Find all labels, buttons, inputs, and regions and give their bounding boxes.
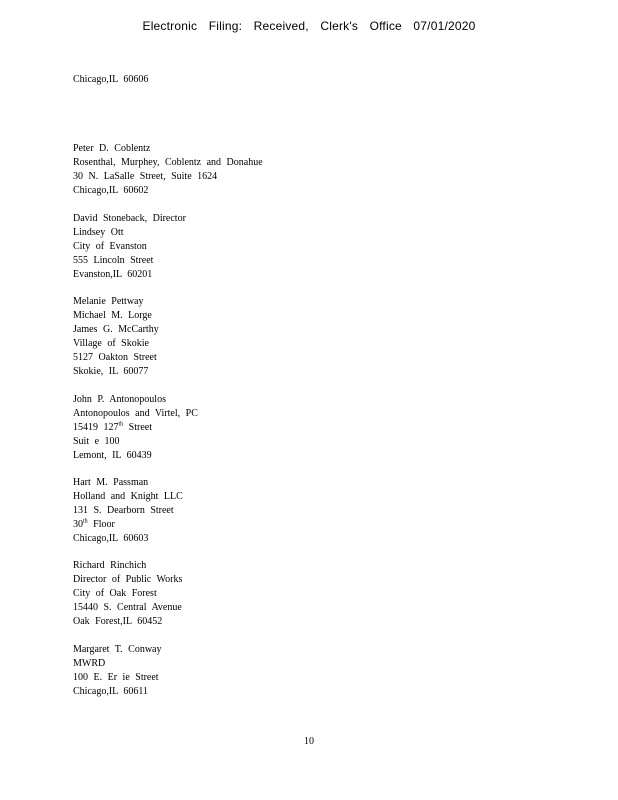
address-line: Chicago,IL 60611 <box>73 686 149 697</box>
address-line: 15440 S. Central Avenue <box>73 602 182 613</box>
address-line: Suit e 100 <box>73 436 120 447</box>
address-line: 5127 Oakton Street <box>73 352 157 363</box>
floor-number: 30 <box>73 519 83 530</box>
filing-header: Electronic Filing: Received, Clerk's Office 07/01/2020 <box>142 19 476 33</box>
address-block-passman <box>73 476 183 546</box>
address-line: Skokie, IL 60077 <box>73 366 149 377</box>
address-line: Village of Skokie <box>73 338 149 349</box>
address-line: Richard Rinchich <box>73 560 147 571</box>
address-line: Michael M. Lorge <box>73 310 152 321</box>
address-line: John P. Antonopoulos <box>73 394 166 405</box>
address-line: Chicago,IL 60606 <box>73 74 149 85</box>
street-number: 15419 <box>73 422 98 433</box>
street-name: Street <box>128 422 152 433</box>
address-fragment <box>73 73 148 87</box>
address-line: Peter D. Coblentz <box>73 143 151 154</box>
address-line: Lindsey Ott <box>73 227 124 238</box>
address-block-pettway <box>73 295 159 379</box>
address-line: Holland and Knight LLC <box>73 491 183 502</box>
address-block-coblentz <box>73 142 263 198</box>
address-block-rinchich <box>73 559 182 629</box>
address-line: Margaret T. Conway <box>73 644 162 655</box>
address-line: Evanston,IL 60201 <box>73 269 153 280</box>
address-line: 555 Lincoln Street <box>73 255 154 266</box>
address-line: MWRD <box>73 658 106 669</box>
address-line: Antonopoulos and Virtel, PC <box>73 408 198 419</box>
address-line: Melanie Pettway <box>73 296 144 307</box>
address-block-antonopoulos <box>73 393 198 463</box>
address-line: Chicago,IL 60603 <box>73 533 149 544</box>
address-line: 30 N. LaSalle Street, Suite 1624 <box>73 171 218 182</box>
address-block-stoneback <box>73 212 186 282</box>
address-line: 100 E. Er ie Street <box>73 672 159 683</box>
street-ordinal: 127 <box>103 422 119 433</box>
address-line: Rosenthal, Murphey, Coblentz and Donahue <box>73 157 263 168</box>
address-block-conway <box>73 643 161 699</box>
address-line: City of Evanston <box>73 241 147 252</box>
address-line: Director of Public Works <box>73 574 183 585</box>
address-line-street <box>73 421 198 435</box>
address-line-floor <box>73 518 183 532</box>
address-line: Lemont, IL 60439 <box>73 450 152 461</box>
address-line: Hart M. Passman <box>73 477 149 488</box>
address-line: 131 S. Dearborn Street <box>73 505 174 516</box>
floor-label: Floor <box>93 519 115 530</box>
page-number: 10 <box>304 736 314 747</box>
floor-ordinal-suffix: th <box>83 518 88 525</box>
address-line: David Stoneback, Director <box>73 213 186 224</box>
address-line: Chicago,IL 60602 <box>73 185 149 196</box>
address-line: City of Oak Forest <box>73 588 157 599</box>
address-line: Oak Forest,IL 60452 <box>73 616 163 627</box>
street-ordinal-suffix: th <box>118 421 124 428</box>
address-line: James G. McCarthy <box>73 324 159 335</box>
